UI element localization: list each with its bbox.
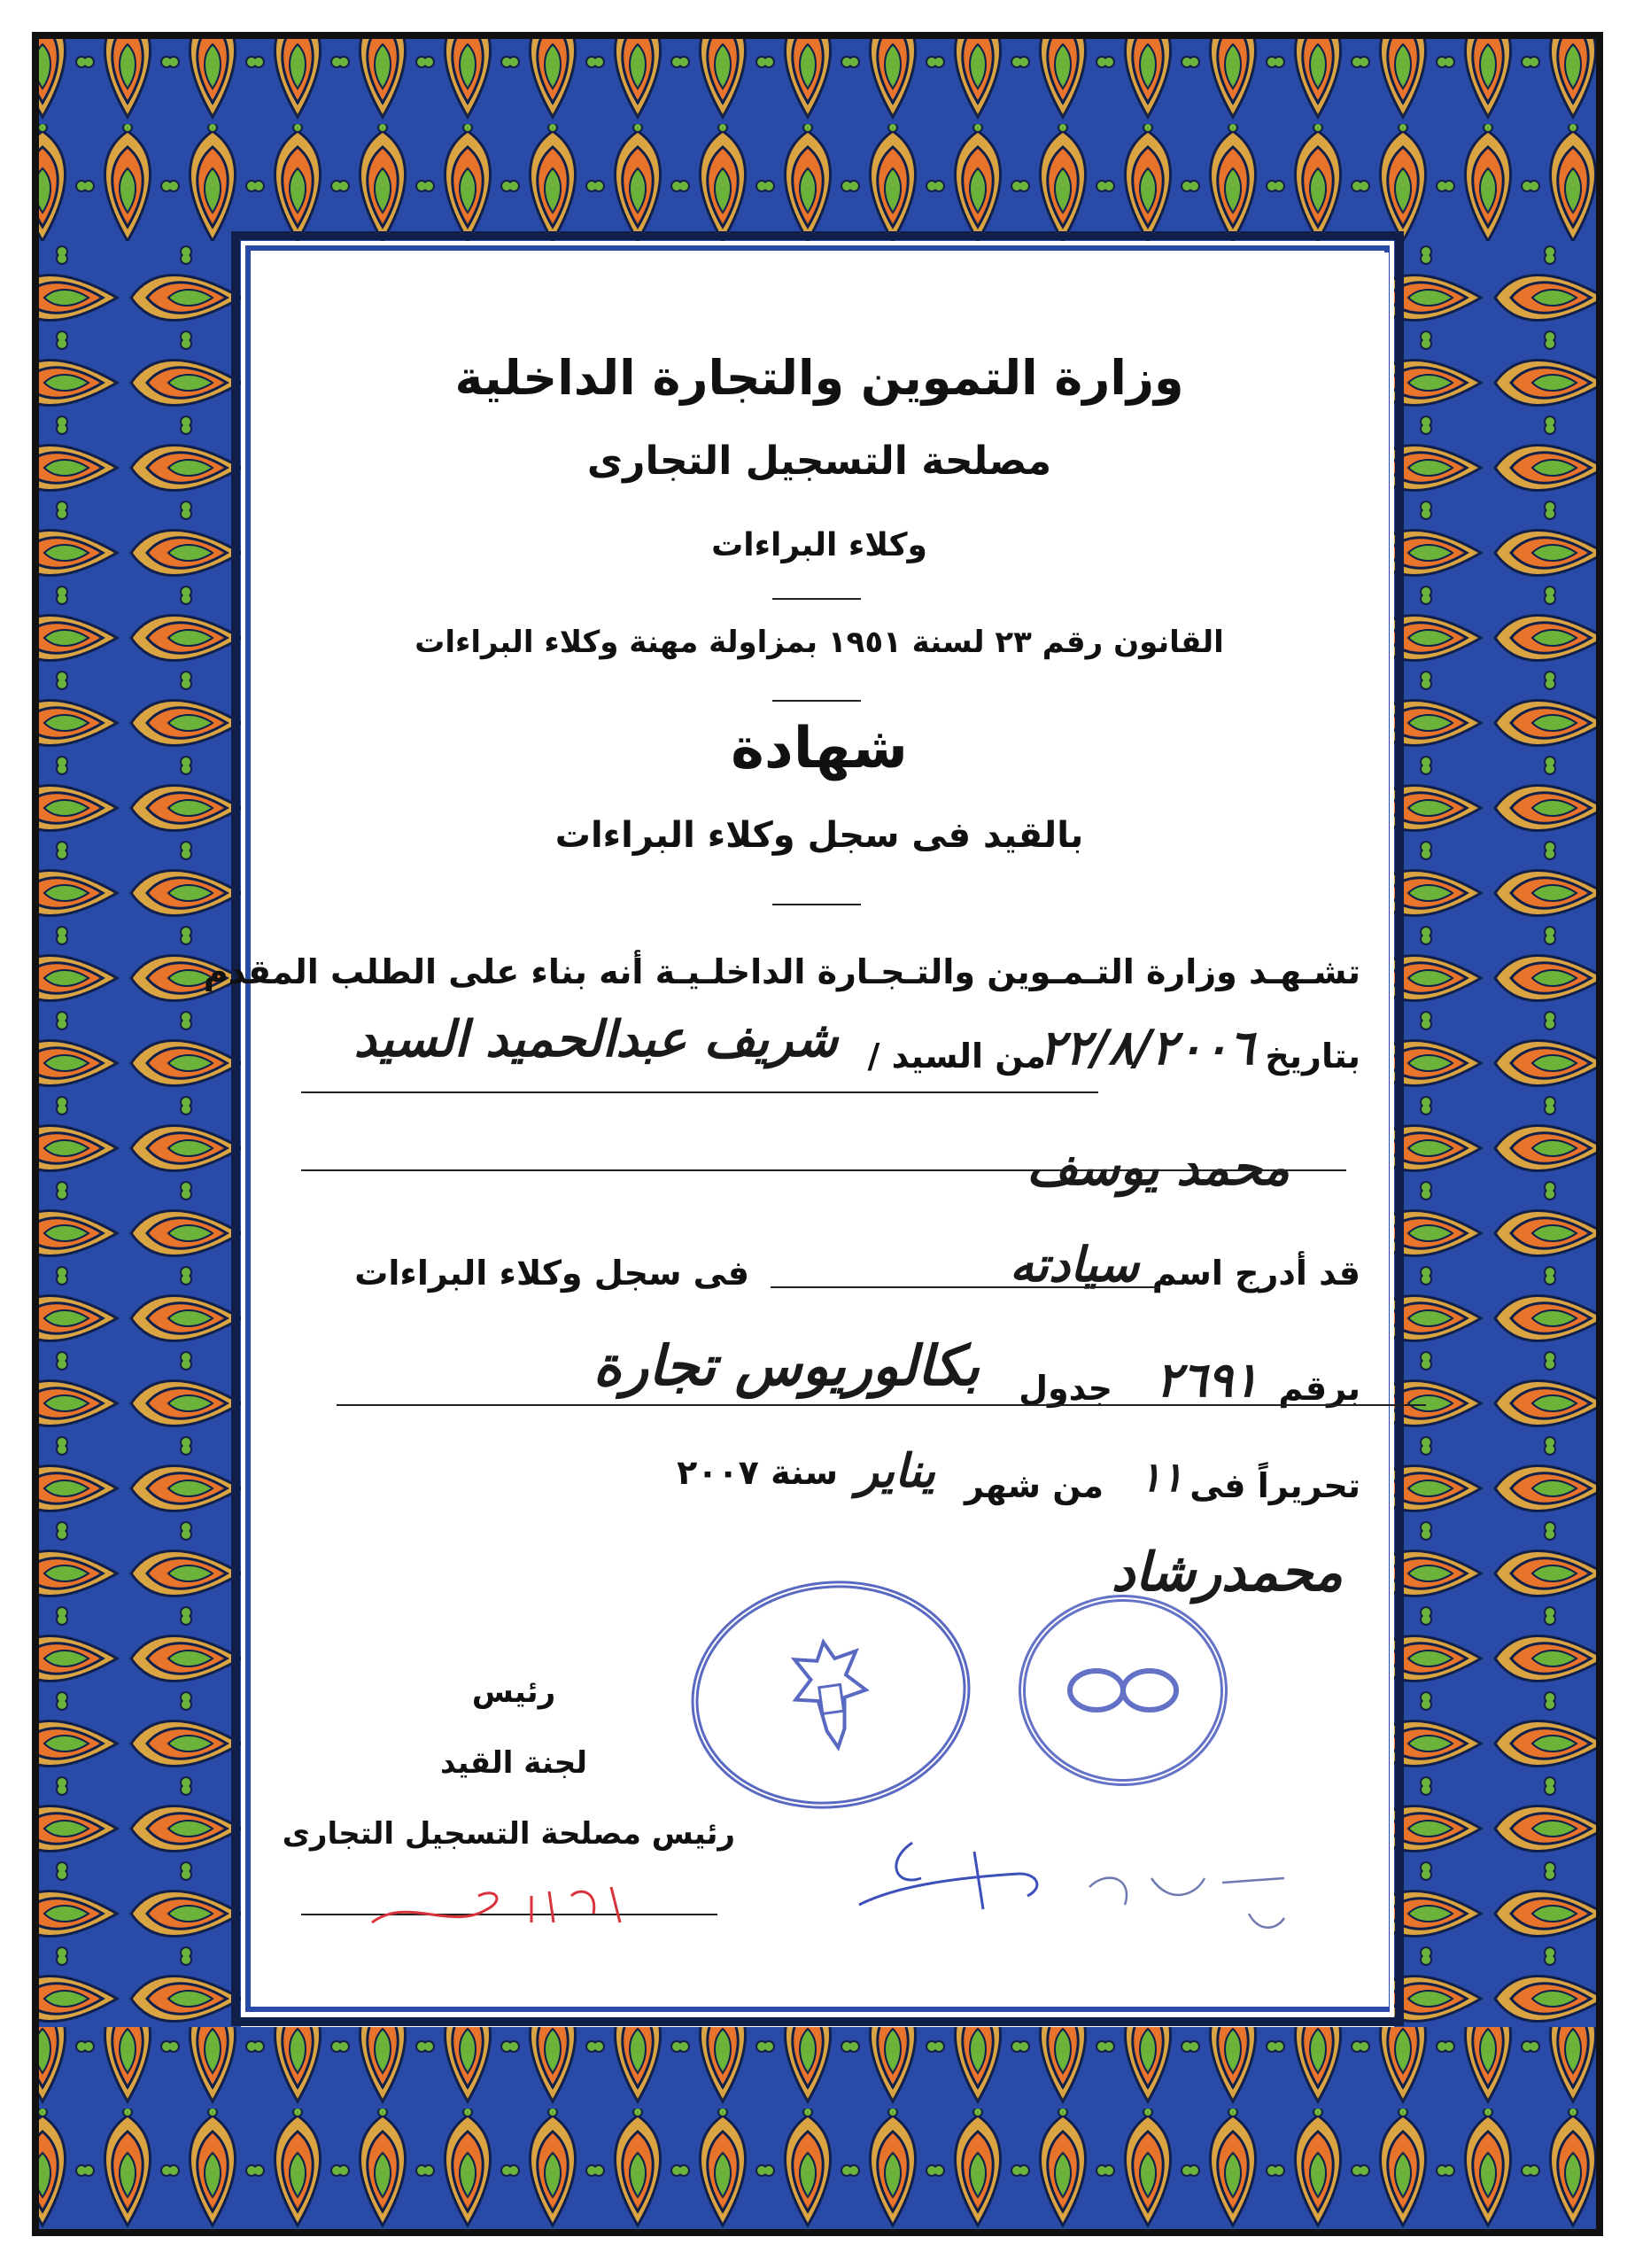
divider — [772, 700, 861, 702]
table-underline — [337, 1404, 1426, 1406]
committee-label: لجنة القيد — [439, 1745, 587, 1781]
month-label: من شهر — [964, 1466, 1104, 1505]
name-value-continued: محمد يوسف — [1027, 1138, 1290, 1197]
red-signature — [354, 1860, 647, 1949]
intro-text: تشـهـد وزارة التـمـوين والتـجـارة الداخلـيـة أنه بناء على الطلب المقدم — [203, 952, 1360, 991]
authority-title: مصلحة التسجيل التجارى — [586, 439, 1052, 484]
eagle-emblem-icon — [770, 1626, 892, 1763]
law-reference: القانون رقم ٢٣ لسنة ١٩٥١ بمزاولة مهنة وكلاء البراءات — [415, 625, 1224, 660]
listed-value: سيادته — [1009, 1236, 1139, 1293]
name-value: شريف عبدالحميد السيد — [353, 1010, 838, 1068]
from-label: من السيد / — [867, 1037, 1046, 1076]
round-stamp — [1019, 1595, 1228, 1786]
department-title: وكلاء البراءات — [711, 527, 927, 563]
date-label: بتاريخ — [1265, 1037, 1360, 1076]
divider — [772, 598, 861, 600]
name-underline-2 — [301, 1169, 1346, 1171]
date-value: ٢٢/٨/٢٠٠٦ — [1039, 1019, 1254, 1076]
registry-label: فى سجل وكلاء البراءات — [354, 1254, 749, 1293]
number-label: برقم — [1278, 1369, 1360, 1408]
month-value: يناير — [856, 1444, 935, 1498]
certificate-title: شهادة — [731, 716, 908, 781]
divider — [772, 904, 861, 905]
number-value: ٢٦٩١ — [1155, 1351, 1259, 1408]
listed-label: قد أدرج اسم — [1151, 1254, 1360, 1293]
table-label: جدول — [1019, 1369, 1112, 1408]
blue-signature — [841, 1807, 1072, 1931]
certificate-subtitle: بالقيد فى سجل وكلاء البراءات — [554, 815, 1084, 856]
committee-president-label: رئيس — [471, 1674, 556, 1710]
extra-handwriting: محمدرشاد — [1111, 1542, 1343, 1604]
stamp-mark-icon — [1057, 1655, 1189, 1726]
year-label: سنة ٢٠٠٧ — [677, 1453, 838, 1492]
day-value: ١١ — [1139, 1453, 1183, 1501]
table-value: بكالوريوس تجارة — [593, 1333, 980, 1398]
authority-president-label: رئيس مصلحة التسجيل التجارى — [282, 1816, 735, 1852]
gray-signature — [1072, 1852, 1337, 1958]
listed-underline — [771, 1286, 1160, 1288]
name-underline — [301, 1091, 1098, 1093]
ministry-title: وزارة التموين والتجارة الداخلية — [454, 350, 1184, 406]
written-label: تحريراً فى — [1189, 1466, 1360, 1505]
